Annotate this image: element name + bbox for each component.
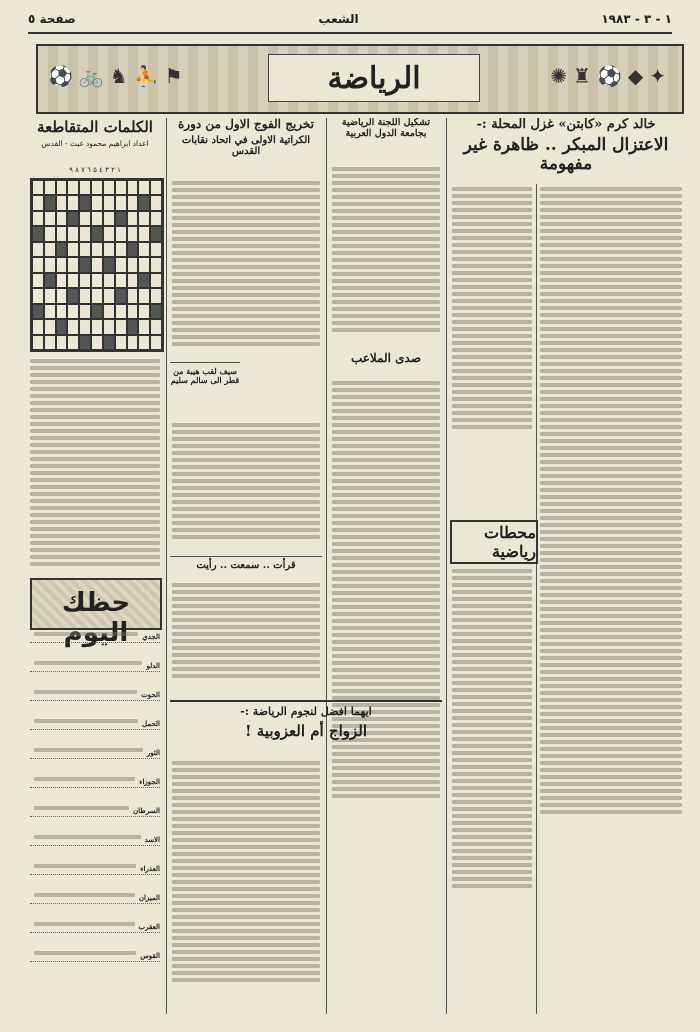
- lead-kicker: خالد كرم «كابتن» غزل المحلة :-: [476, 118, 656, 132]
- crossword-header: [28, 118, 162, 164]
- marriage-headline-block: [170, 700, 442, 756]
- arab-league-text: [332, 164, 440, 344]
- crossword-title: الكلمات المتقاطعة: [37, 118, 153, 136]
- horoscope-sign: الدلو: [30, 661, 160, 672]
- horoscope-sign: الحوت: [30, 690, 160, 701]
- crossword-numbers: ١ ٢ ٣ ٤ ٥ ٦ ٧ ٨ ٩: [69, 166, 121, 174]
- banner-title: الرياضة: [268, 54, 480, 102]
- saif-block: [170, 362, 240, 419]
- mahattat-text: [452, 566, 532, 1016]
- lead-headline-block: [450, 118, 682, 180]
- sada-text: [332, 378, 440, 938]
- horoscope-sign: الاسد: [30, 835, 160, 846]
- sports-icons-left: ⚽🚲♞⛹⚑: [48, 64, 189, 88]
- dora-headline-block: [170, 118, 322, 174]
- marriage-text: [172, 758, 320, 1014]
- lead-article-col2: [452, 184, 532, 514]
- saif-text: [172, 420, 320, 550]
- qarat-block: [170, 556, 322, 577]
- horoscope-sign: الجدي: [30, 632, 160, 643]
- horoscope-sign: القوس: [30, 951, 160, 962]
- horoscope-sign: الثور: [30, 748, 160, 759]
- horoscope-title: حظك اليوم: [61, 588, 131, 648]
- page-header: [28, 6, 672, 34]
- horoscope-sign: العذراء: [30, 864, 160, 875]
- header-date: ١ - ٣ - ١٩٨٣: [601, 12, 672, 26]
- horoscope-sign: العقرب: [30, 922, 160, 933]
- horoscope-sign: الحمل: [30, 719, 160, 730]
- dora-headline: تخريج الفوج الاول من دورة: [178, 118, 314, 131]
- horoscope-sign: الميزان: [30, 893, 160, 904]
- qarat-text: [172, 580, 320, 690]
- sports-icons-right: ✺♜⚽◆✦: [550, 64, 672, 88]
- crossword-clues: [30, 356, 160, 566]
- horoscope-list: [30, 632, 160, 1012]
- header-page-number: صفحة ٥: [28, 12, 76, 26]
- sada-headline: صدى الملاعب: [350, 352, 422, 365]
- mahattat-box: [450, 520, 538, 564]
- dora-text: [172, 178, 320, 358]
- lead-headline: الاعتزال المبكر .. ظاهرة غير مفهومة: [463, 134, 669, 175]
- sports-banner: [36, 44, 684, 114]
- saif-headline: سيف لقب هيبة من قطر الى سالم سليم: [170, 366, 240, 386]
- arab-league-headline: تشكيل اللجنة الرياضية بجامعة الدول العربية: [341, 118, 431, 139]
- sada-block: [330, 352, 442, 374]
- mahattat-title: محطات رياضية: [484, 523, 536, 561]
- qarat-headline: قرأت .. سمعت .. رأيت: [196, 560, 296, 571]
- header-paper-name: الشعب: [318, 12, 359, 26]
- dora-subhead: الكراتية الاولى في اتحاد نقابات القدس: [181, 134, 311, 158]
- marriage-headline: الزواج أم العزوبية !: [244, 721, 368, 740]
- crossword-author: اعداد ابراهيم محمود غيث - القدس: [41, 139, 149, 148]
- crossword-grid[interactable]: [30, 178, 164, 352]
- marriage-kicker: ايهما افضل لنجوم الرياضة :-: [240, 705, 372, 718]
- horoscope-sign: الجوزاء: [30, 777, 160, 788]
- horoscope-sign: السرطان: [30, 806, 160, 817]
- arab-league-headline-block: [330, 118, 442, 160]
- lead-article-col1: [540, 184, 682, 1014]
